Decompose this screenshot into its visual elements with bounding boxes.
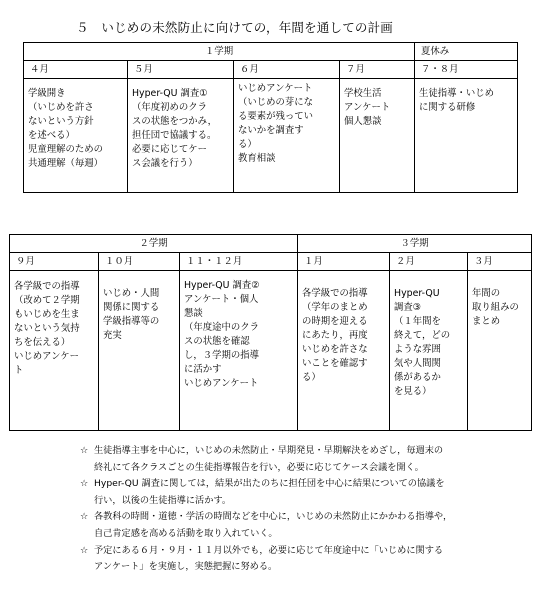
- plan-cell-nov-dec: Hyper-QU 調査② アンケート・個人 懇談 （年度途中のクラ スの状態を確認 し，３学期の指導 に活かす いじめアンケート: [184, 280, 260, 389]
- plan-cell-summer: 生徒指導・いじめ に関する研修: [419, 88, 495, 113]
- notes-list: [80, 443, 452, 576]
- month-header: ２月: [390, 253, 468, 271]
- month-header: １０月: [99, 253, 180, 271]
- month-header: ４月: [24, 61, 128, 79]
- summer-break-header: 夏休み: [415, 43, 518, 61]
- star-mark: ☆: [80, 478, 89, 490]
- plan-cell-oct: いじめ・人間 関係に関する 学級指導等の 充実: [103, 288, 160, 341]
- star-mark: ☆: [80, 445, 89, 456]
- month-header: ５月: [128, 61, 234, 79]
- star-mark: ☆: [80, 544, 89, 556]
- plan-cell-jul: 学校生活 アンケート 個人懇談: [344, 88, 391, 127]
- month-header: ３月: [468, 253, 532, 271]
- plan-cell-jun: いじめアンケート （いじめの芽にな る要素が残ってい ないかを調査す る） 教育相談: [238, 83, 314, 164]
- plan-cell-mar: 年間の 取り組みの まとめ: [472, 288, 519, 327]
- note-item: ☆ 予定にある６月・９月・１１月以外でも，必要に応じて年度途中に「いじめに関する アンケート」を実施し，実態把握に努める。: [80, 544, 444, 573]
- month-header: ７・８月: [415, 61, 518, 79]
- plan-cell-apr: 学級開き （いじめを許さ ないという方針 を述べる） 児童理解のための 共通理解（毎週）: [28, 88, 104, 169]
- term2-header: ２学期: [10, 235, 298, 253]
- plan-cell-may: Hyper-QU 調査① （年度初めのクラ スの状態をつかみ， 担任団で協議する。 必要に応じてケー ス会議を行う）: [132, 88, 217, 169]
- note-item: ☆ 各教科の時間・道徳・学活の時間などを中心に，いじめの未然防止にかかわる指導や， 自己肯定感を高める活動を取り入れていく。: [80, 511, 453, 539]
- note-item: ☆ 生徒指導主事を中心に，いじめの未然防止・早期発見・早期解決をめざし，毎週末の 終礼にて各クラスごとの生徒指導報告を行い，必要に応じてケース会議を開く。: [80, 445, 444, 473]
- note-item: ☆ Hyper-QU 調査に関しては，結果が出たのちに担任団を中心に結果についての協議を 行い，以後の生徒指導に活かす。: [80, 478, 445, 506]
- month-header: ９月: [10, 253, 99, 271]
- plan-cell-jan: 各学級での指導 （学年のまとめ の時期を迎える にあたり，再度 いじめを許さな いことを確認す る）: [302, 288, 368, 383]
- month-header: ７月: [340, 61, 415, 79]
- star-mark: ☆: [80, 511, 89, 523]
- month-header: １月: [298, 253, 390, 271]
- section-title: ５ いじめの未然防止に向けての，年間を通しての計画: [76, 20, 394, 35]
- plan-cell-sep: 各学級での指導 （改めて２学期 もいじめを生ま ないという気持 ちを伝える） いじめアンケー ト: [14, 281, 80, 376]
- plan-table-term2-3: [9, 234, 532, 431]
- plan-table-term1: [23, 42, 518, 193]
- term1-header: １学期: [24, 43, 415, 61]
- month-header: ６月: [234, 61, 340, 79]
- term3-header: ３学期: [298, 235, 532, 253]
- month-header: １１・１２月: [180, 253, 298, 271]
- plan-cell-feb: Hyper-QU 調査③ （１年間を 終えて，どの ような雰囲 気や人間関 係があるか を見る）: [394, 288, 451, 397]
